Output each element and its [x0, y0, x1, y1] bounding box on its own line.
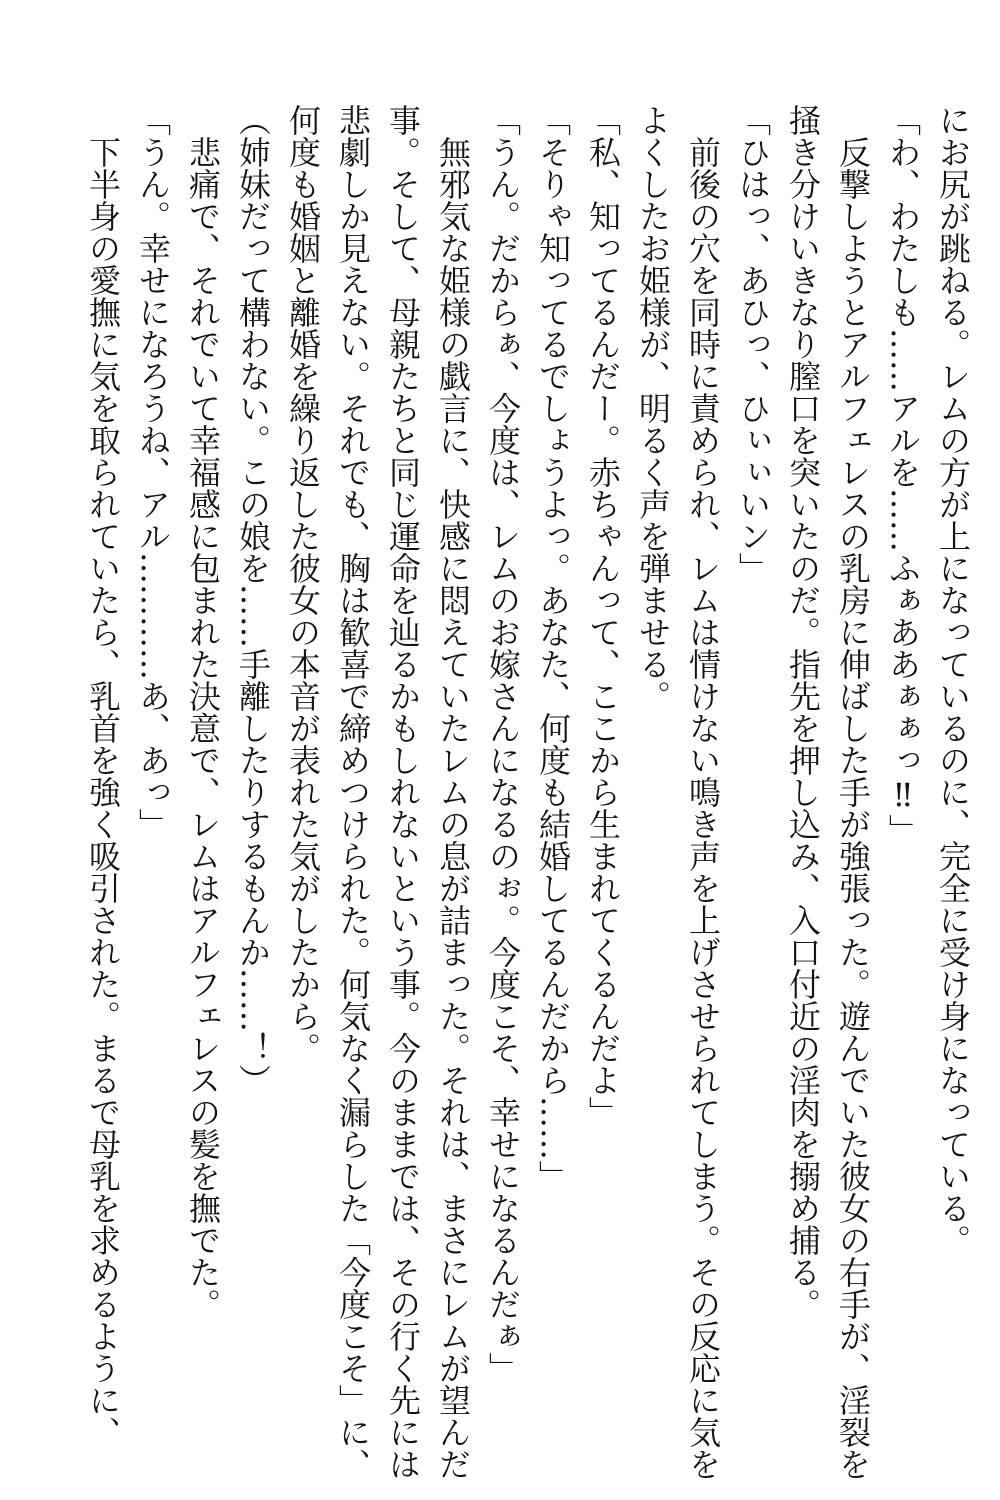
- novel-page: [78, 104, 978, 1486]
- text-line: 掻き分けいきなり膣口を突いたのだ。指先を押し込み、入口付近の淫肉を搦め捕る。: [784, 104, 822, 1320]
- text-line: 「そりゃ知ってるでしょうよっ。あなた、何度も結婚してるんだから……」: [534, 104, 572, 1192]
- text-line: 「私、知ってるんだー。赤ちゃんって、ここから生まれてくるんだよ」: [584, 104, 622, 1128]
- text-line: 「うん。だからぁ、今度は、レムのお嫁さんになるのぉ。今度こそ、幸せになるんだぁ」: [484, 104, 522, 1384]
- text-line: 下半身の愛撫に気を取られていたら、乳首を強く吸引された。まるで母乳を求めるように、: [84, 136, 122, 1448]
- text-line: 「うん。幸せになろうね、アル…………あ、あっ」: [134, 104, 172, 840]
- text-line: 何度も婚姻と離婚を繰り返した彼女の本音が表れた気がしたから。: [284, 104, 322, 1064]
- text-line: 「ひはっ、あひっ、ひぃぃいン」: [734, 104, 772, 584]
- text-line: にお尻が跳ねる。レムの方が上になっているのに、完全に受け身になっている。: [934, 104, 972, 1256]
- text-line: 「わ、わたしも……アルを……ふぁああぁぁっ‼」: [884, 104, 922, 846]
- text-line: 悲劇しか見えない。それでも、胸は歓喜で締めつけられた。何気なく漏らした「今度こそ」に、: [334, 104, 372, 1480]
- text-line: 反撃しようとアルフェレスの乳房に伸ばした手が強張った。遊んでいた彼女の右手が、淫裂を: [834, 136, 872, 1480]
- text-line: 悲痛で、それでいて幸福感に包まれた決意で、レムはアルフェレスの髪を撫でた。: [184, 136, 222, 1320]
- text-line: 無邪気な姫様の戯言に、快感に悶えていたレムの息が詰まった。それは、まさにレムが望んだ: [434, 136, 472, 1480]
- text-line: 事。そして、母親たちと同じ運命を辿るかもしれないという事。今のままでは、その行く先には: [384, 104, 422, 1480]
- text-line: （姉妹だって構わない。この娘を……手離したりするもんか……！）: [234, 104, 272, 1096]
- text-line: 前後の穴を同時に責められ、レムは情けない鳴き声を上げさせられてしまう。その反応に気を: [684, 136, 722, 1480]
- text-line: よくしたお姫様が、明るく声を弾ませる。: [634, 104, 672, 712]
